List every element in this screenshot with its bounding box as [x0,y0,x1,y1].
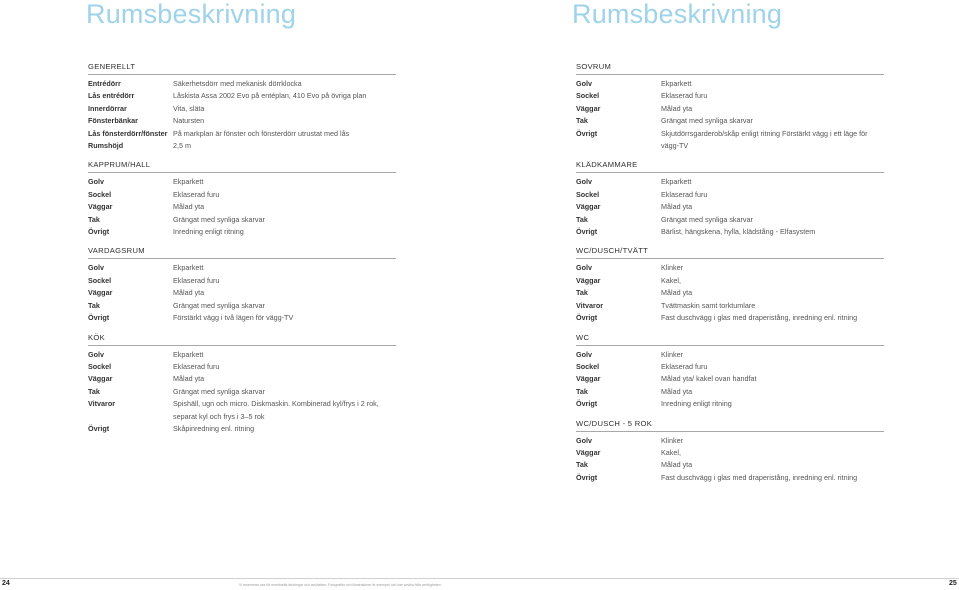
spec-row [88,226,396,238]
spec-row [576,226,884,238]
spec-value: Natursten [173,116,205,126]
spec-label: Tak [576,288,588,298]
spec-value: 2,5 m [173,141,191,151]
section-klädkammare [576,160,884,238]
spec-label: Rumshöjd [88,141,124,151]
spec-row [576,312,884,324]
section-heading: WC [576,333,884,346]
spec-row [576,287,884,299]
spec-label: Sockel [576,189,600,199]
spec-value: Eklaserad furu [173,189,220,199]
spec-value: Kakel, [661,447,681,457]
spec-value: Grängat med synliga skarvar [173,300,265,310]
spec-value: Klinker [661,435,683,445]
spec-value: Tvättmaskin samt torktumlare [661,300,756,310]
section-heading: KÖK [88,333,396,346]
spec-label: Tak [88,300,100,310]
spec-row [576,435,884,447]
spec-label: Övrigt [88,423,110,433]
spec-label: Vitvaror [88,399,116,409]
spec-label: Övrigt [88,227,110,237]
spec-label: Väggar [88,374,113,384]
spec-label: Vitvaror [576,300,604,310]
spec-value: Eklaserad furu [661,361,708,371]
spec-label: Tak [576,116,588,126]
spec-value: Ekparkett [173,177,204,187]
section-heading: SOVRUM [576,62,884,75]
spec-row [88,176,396,188]
spec-value: Målad yta [661,386,693,396]
section-heading: WC/DUSCH - 5 ROK [576,419,884,432]
spec-label: Golv [576,263,592,273]
spec-row [576,78,884,90]
spec-label: Lås fönsterdörr/fönster [88,128,168,138]
spec-label: Golv [576,79,592,88]
spec-row [88,90,396,102]
spec-label: Tak [576,460,588,470]
spec-label: Golv [88,177,104,187]
spec-row [88,140,396,152]
spec-value: Målad yta [173,202,205,212]
spec-row [88,201,396,213]
section-heading: VARDAGSRUM [88,246,396,259]
spec-row [576,275,884,287]
spec-label: Tak [88,214,100,224]
spec-value: Målad yta [173,288,205,298]
spec-value: På markplan är fönster och fönsterdörr utrustat med lås [173,128,350,138]
spec-value: Målad yta/ kakel ovan handfat [661,374,757,384]
spec-label: Övrigt [576,399,598,409]
spec-value: Fast duschvägg i glas med draperistång, inredning enl. ritning [661,313,858,323]
spec-label: Väggar [576,447,601,457]
spec-value: Målad yta [661,460,693,470]
spec-value: Förstärkt vägg i två lägen för vägg-TV [173,313,294,323]
spec-label: Golv [88,349,104,359]
spec-label: Väggar [576,202,601,212]
right-page-content [576,62,884,492]
spec-label: Övrigt [88,313,110,323]
spec-value: Skåpinredning enl. ritning [173,423,255,433]
spec-label: Väggar [576,103,601,113]
spec-row [88,300,396,312]
section-vardagsrum [88,246,396,324]
spec-value: Klinker [661,263,683,273]
spec-label: Golv [576,177,592,187]
spec-value: Eklaserad furu [661,189,708,199]
spec-value: Målad yta [661,202,693,212]
spec-row [88,262,396,274]
spec-label: Innerdörrar [88,103,127,113]
spec-label: Sockel [576,361,600,371]
spec-row [576,214,884,226]
section-kök [88,333,396,436]
spec-row [576,262,884,274]
section-wc [576,333,884,411]
spec-row [576,459,884,471]
spec-row [576,398,884,410]
spec-row [88,386,396,398]
spec-row [576,472,884,484]
spec-value: Klinker [661,349,683,359]
spec-value: Ekparkett [173,349,204,359]
spec-row [576,103,884,115]
right-page-number: 25 [949,580,957,587]
spec-row [88,214,396,226]
spec-value: Eklaserad furu [173,361,220,371]
spec-row [88,128,396,140]
spec-value: Kakel, [661,275,681,285]
spec-value: Målad yta [661,288,693,298]
spec-row [88,287,396,299]
spec-label: Lås entrédörr [88,91,135,101]
spec-label: Väggar [88,288,113,298]
spec-label: Tak [576,214,588,224]
spec-value: Vita, släta [173,103,205,113]
section-generellt [88,62,396,152]
spec-value: Eklaserad furu [661,91,708,101]
spec-row [576,128,884,153]
spec-label: Tak [88,386,100,396]
spec-row [576,115,884,127]
spec-label: Golv [88,263,104,273]
spec-label: Väggar [88,202,113,212]
spec-row [576,361,884,373]
section-sovrum [576,62,884,152]
right-page-title: Rumsbeskrivning [572,0,783,29]
footer-divider [0,578,959,579]
spec-value: Fast duschvägg i glas med draperistång, inredning enl. ritning [661,472,858,482]
footer-disclaimer: Vi reserverar oss för eventuella ändringar och avvikelser. Fotografier och illustrationer är exempel och kan avvika från verkligheten. [239,583,442,587]
spec-row [576,176,884,188]
spec-label: Sockel [88,275,112,285]
section-heading: GENERELLT [88,62,396,75]
spec-label: Övrigt [576,128,598,138]
spec-label: Golv [576,349,592,359]
spec-row [88,189,396,201]
left-page-number: 24 [2,580,10,587]
spec-value: Ekparkett [173,263,204,273]
section-wc-dusch-5-rok [576,419,884,485]
spec-row [576,349,884,361]
spec-value: Spishäll, ugn och micro. Diskmaskin. Kombinerad kyl/frys i 2 rok, separat kyl och frys i 3–5 rok [173,399,379,421]
spec-label: Tak [576,386,588,396]
spec-label: Övrigt [576,227,598,237]
spec-row [88,398,396,423]
spec-value: Inredning enligt ritning [661,399,732,409]
spec-row [576,386,884,398]
left-page-content [88,62,396,443]
spec-label: Entrédörr [88,79,121,88]
spec-label: Sockel [576,91,600,101]
spec-value: Grängat med synliga skarvar [661,214,753,224]
spec-row [88,349,396,361]
spec-row [576,447,884,459]
section-wc-dusch-tvätt [576,246,884,324]
spec-value: Målad yta [173,374,205,384]
spec-row [88,103,396,115]
spec-label: Sockel [88,361,112,371]
spec-value: Bärlist, hängskena, hylla, klädstång - Elfasystem [661,227,816,237]
spec-row [576,90,884,102]
spec-row [88,312,396,324]
spec-row [88,275,396,287]
spec-row [88,373,396,385]
spec-value: Eklaserad furu [173,275,220,285]
spec-value: Grängat med synliga skarvar [173,386,265,396]
spec-row [576,201,884,213]
spec-value: Ekparkett [661,177,692,187]
spec-row [576,300,884,312]
spec-row [88,78,396,90]
spec-label: Golv [576,435,592,445]
spec-row [88,115,396,127]
spec-row [88,423,396,435]
spec-label: Övrigt [576,313,598,323]
spec-value: Grängat med synliga skarvar [173,214,265,224]
spec-row [576,373,884,385]
section-heading: WC/DUSCH/TVÄTT [576,246,884,259]
spec-row [576,189,884,201]
spec-value: Låskista Assa 2002 Evo på entéplan, 410 Evo på övriga plan [173,91,367,101]
spec-label: Väggar [576,374,601,384]
spec-value: Målad yta [661,103,693,113]
spec-label: Sockel [88,189,112,199]
left-page-title: Rumsbeskrivning [86,0,297,29]
section-heading: KAPPRUM/HALL [88,160,396,173]
spec-value: Skjutdörrsgarderob/skåp enligt ritning Förstärkt vägg i ett läge för vägg-TV [661,128,868,151]
section-heading: KLÄDKAMMARE [576,160,884,173]
spec-label: Övrigt [576,472,598,482]
spec-value: Säkerhetsdörr med mekanisk dörrklocka [173,79,302,88]
spec-value: Ekparkett [661,79,692,88]
spec-value: Grängat med synliga skarvar [661,116,753,126]
spec-label: Väggar [576,275,601,285]
spec-value: Inredning enligt ritning [173,227,244,237]
spec-label: Fönsterbänkar [88,116,138,126]
spec-row [88,361,396,373]
section-kapprum-hall [88,160,396,238]
